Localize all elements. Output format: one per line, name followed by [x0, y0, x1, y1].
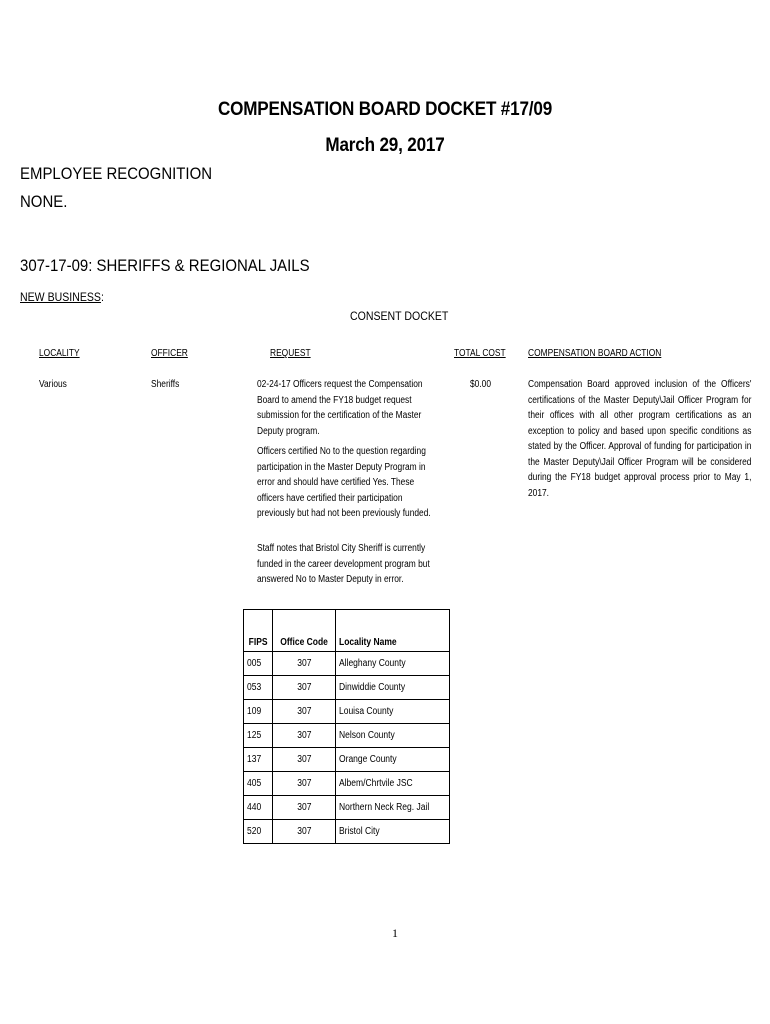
table-row	[244, 772, 450, 796]
office-code-cell: 307	[273, 676, 336, 700]
table-row	[244, 700, 450, 724]
item-board-action: Compensation Board approved inclusion of the Officers' certifications of the Master Deputy\Jail Officer Program for their offices with all other program certifications as an exception to policy and based upon specific conditions as stated by the Officer. Approval of funding for participation in the Master Deputy\Jail Officer Program will be considered during the FY18 budget approval process prior to May 1, 2017.	[528, 379, 752, 499]
locality-name-cell: Orange County	[336, 748, 449, 772]
table-row	[244, 724, 450, 748]
locality-name-cell: Northern Neck Reg. Jail	[336, 796, 449, 820]
office-code-header: Office Code	[273, 610, 336, 652]
column-header-total-cost: TOTAL COST	[454, 348, 506, 359]
locality-name-cell: Albem/Chrtvile JSC	[336, 772, 449, 796]
fips-cell: 053	[244, 676, 273, 700]
fips-cell: 405	[244, 772, 273, 796]
item-request-paragraph-3: Staff notes that Bristol City Sheriff is currently funded in the career development program but answered No to Master Deputy in error.	[257, 543, 430, 585]
item-request-paragraph-1: 02-24-17 Officers request the Compensation Board to amend the FY18 budget request submission for the certification of the Master Deputy program.	[257, 379, 423, 437]
column-header-officer: OFFICER	[151, 348, 188, 359]
docket-date: March 29, 2017	[325, 135, 445, 156]
table-row	[244, 676, 450, 700]
section-heading: 307-17-09: SHERIFFS & REGIONAL JAILS	[20, 256, 310, 275]
fips-cell: 520	[244, 820, 273, 844]
column-header-compensation-board-action: COMPENSATION BOARD ACTION	[528, 348, 662, 359]
new-business-label	[20, 290, 104, 304]
fips-cell: 440	[244, 796, 273, 820]
fips-header: FIPS	[244, 610, 273, 652]
fips-table	[243, 609, 450, 844]
fips-cell: 137	[244, 748, 273, 772]
table-row	[244, 748, 450, 772]
new-business-colon: :	[100, 290, 104, 304]
locality-name-cell: Nelson County	[336, 724, 449, 748]
table-row	[244, 796, 450, 820]
new-business-text: NEW BUSINESS	[20, 290, 101, 304]
locality-name-header: Locality Name	[336, 610, 449, 652]
office-code-cell: 307	[273, 700, 336, 724]
office-code-cell: 307	[273, 772, 336, 796]
office-code-cell: 307	[273, 820, 336, 844]
locality-name-cell: Dinwiddie County	[336, 676, 449, 700]
consent-docket-label: CONSENT DOCKET	[350, 309, 449, 323]
fips-cell: 125	[244, 724, 273, 748]
page-number: 1	[392, 926, 398, 940]
item-request-paragraph-2: Officers certified No to the question regarding participation in the Master Deputy Program in error and should have certified Yes. These officers have certified their participation previously but had not been previously funded.	[257, 446, 431, 519]
item-total-cost: $0.00	[470, 379, 492, 390]
column-header-request: REQUEST	[270, 348, 311, 359]
office-code-cell: 307	[273, 652, 336, 676]
office-code-cell: 307	[273, 796, 336, 820]
fips-table-header-row	[244, 610, 450, 652]
fips-cell: 005	[244, 652, 273, 676]
locality-name-cell: Bristol City	[336, 820, 449, 844]
employee-recognition-value: NONE.	[20, 192, 68, 211]
table-row	[244, 652, 450, 676]
office-code-cell: 307	[273, 748, 336, 772]
locality-name-cell: Louisa County	[336, 700, 449, 724]
item-officer: Sheriffs	[151, 379, 180, 390]
locality-name-cell: Alleghany County	[336, 652, 449, 676]
docket-title: COMPENSATION BOARD DOCKET #17/09	[217, 99, 553, 120]
office-code-cell: 307	[273, 724, 336, 748]
fips-cell: 109	[244, 700, 273, 724]
table-row	[244, 820, 450, 844]
employee-recognition-heading: EMPLOYEE RECOGNITION	[20, 164, 213, 183]
column-header-locality: LOCALITY	[39, 348, 80, 359]
item-locality: Various	[39, 379, 67, 390]
